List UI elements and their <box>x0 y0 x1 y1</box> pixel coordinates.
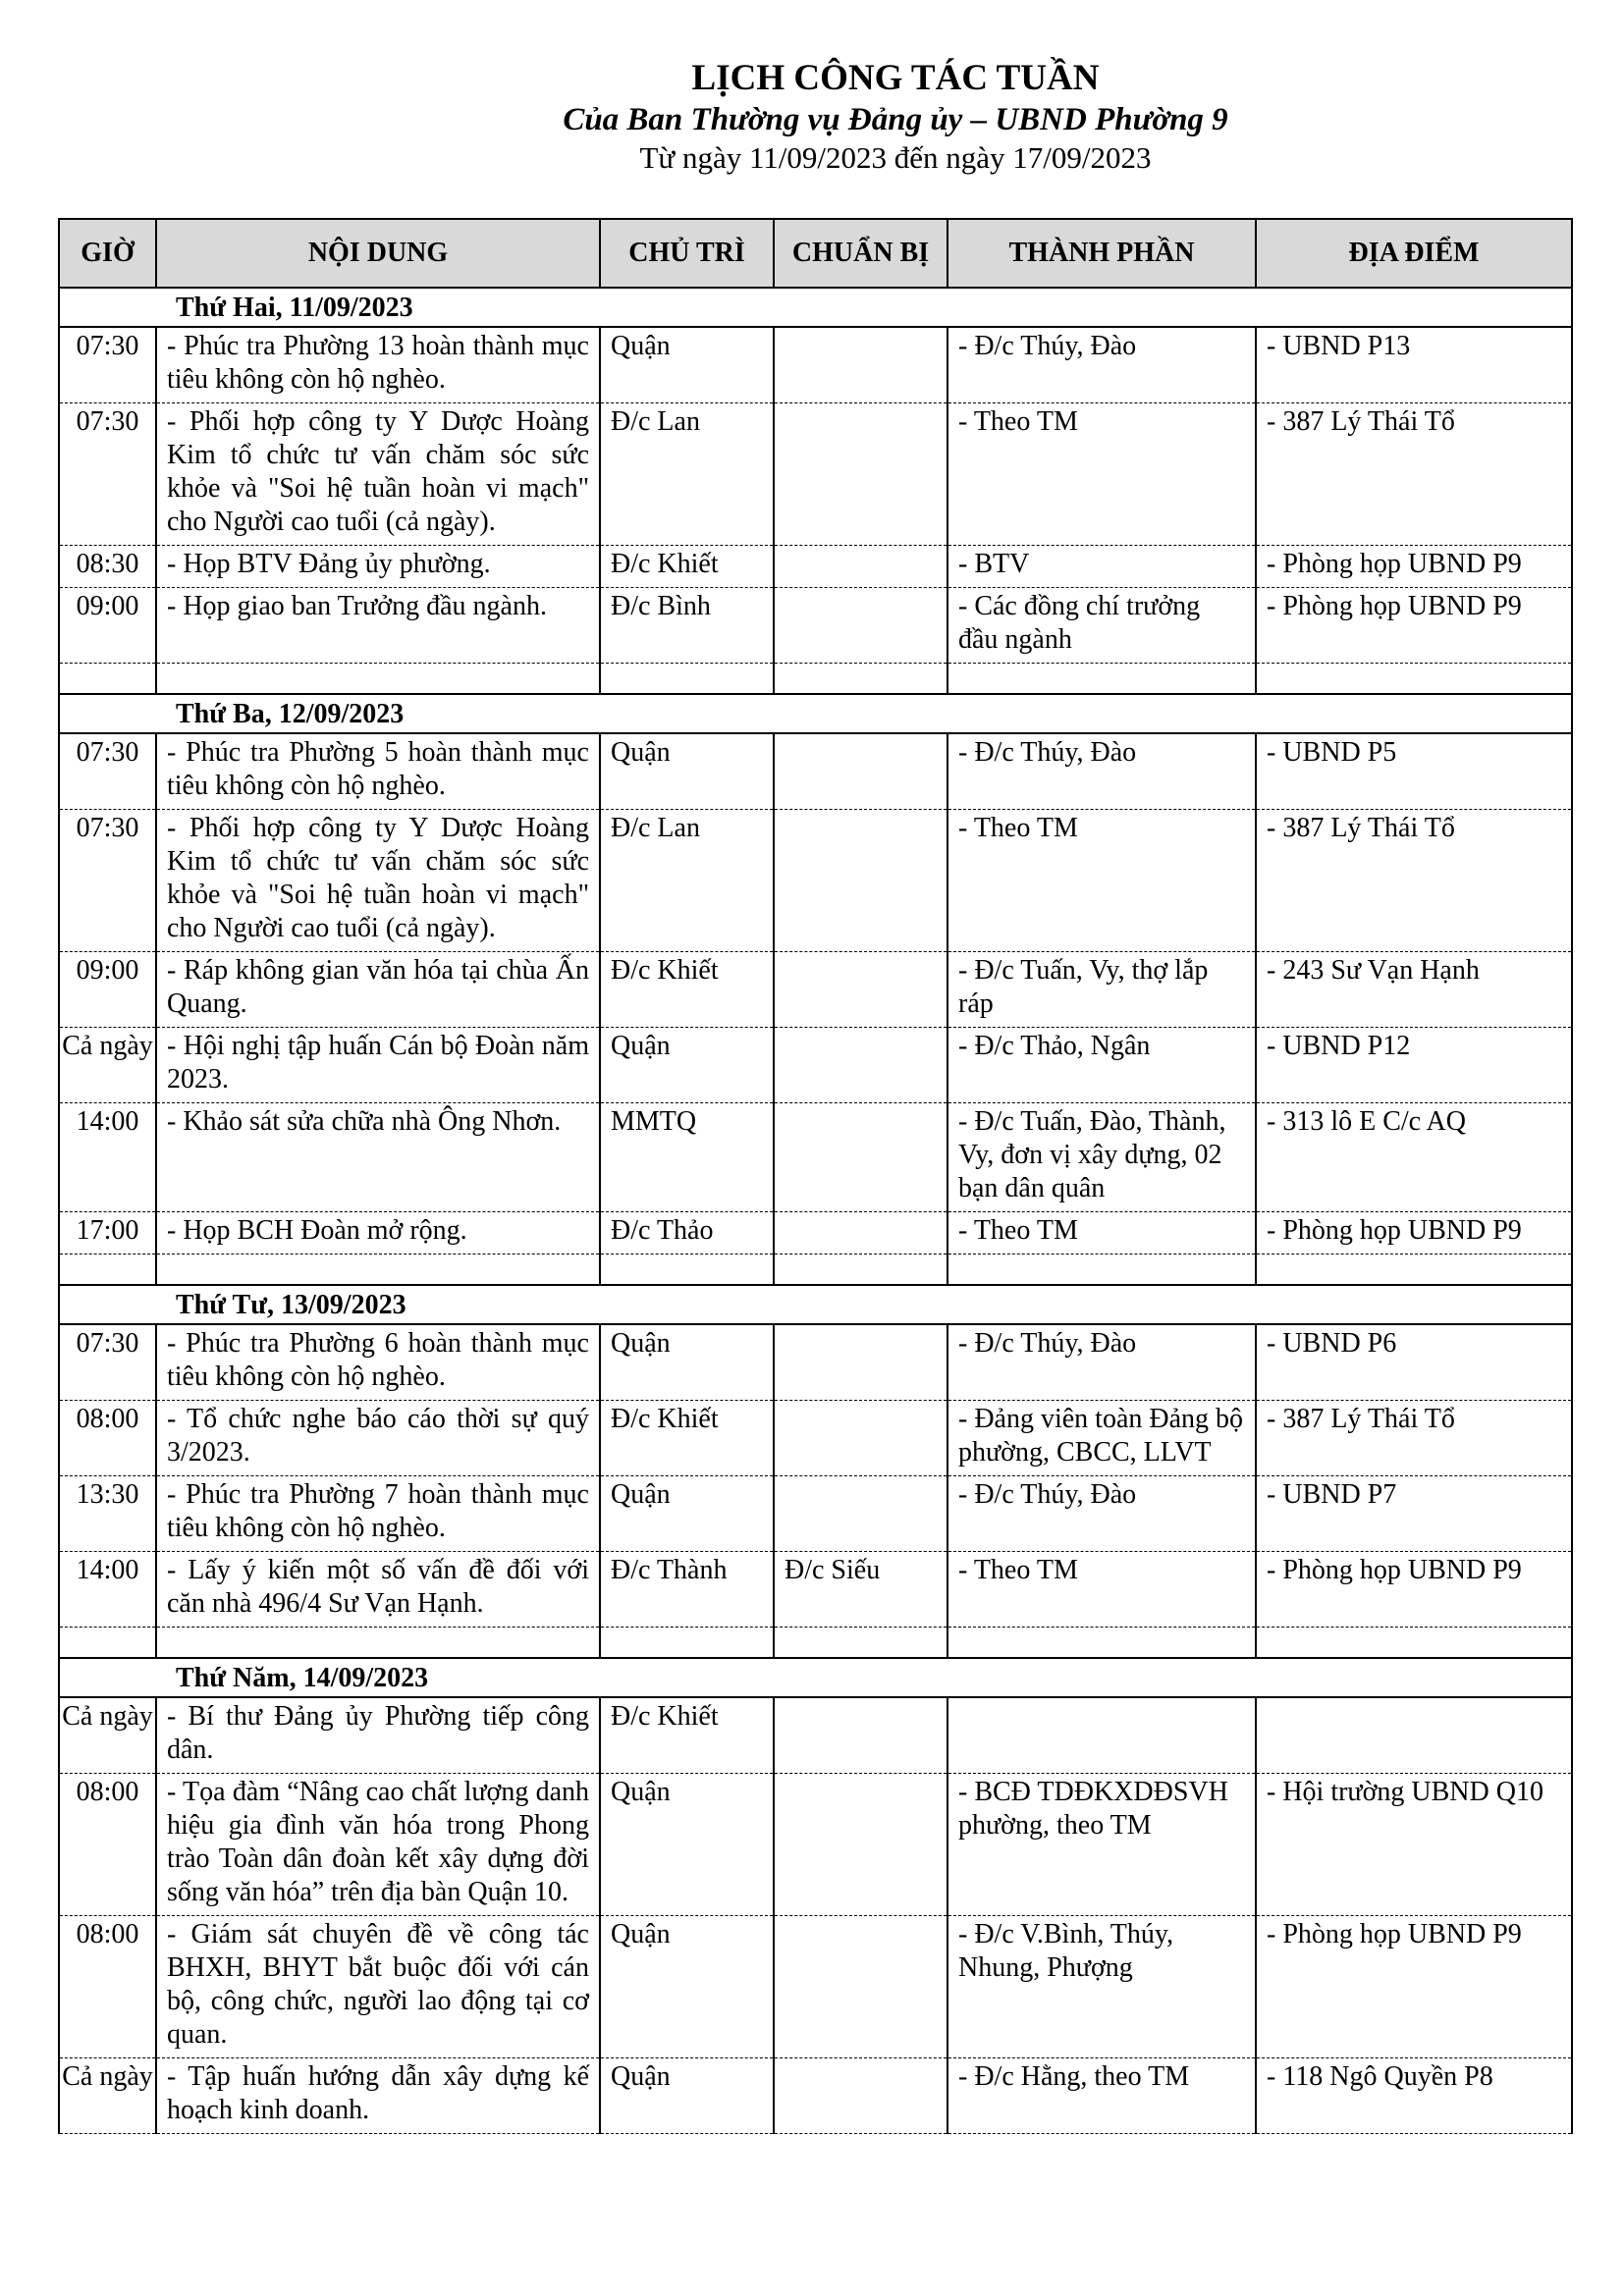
row-content: - Phối hợp công ty Y Dược Hoàng Kim tổ chức tư vấn chăm sóc sức khỏe và "Soi hệ tuần hoàn vi mạch" cho Người cao tuổi (cả ngày). <box>156 403 600 546</box>
day-label: Thứ Ba, 12/09/2023 <box>59 694 1572 733</box>
row-time: 08:00 <box>59 1401 156 1476</box>
row-chair: Quận <box>600 327 774 403</box>
row-content: - Giám sát chuyên đề về công tác BHXH, BHYT bắt buộc đối với cán bộ, công chức, người lao động tại cơ quan. <box>156 1916 600 2058</box>
row-time: 13:30 <box>59 1476 156 1552</box>
row-time: 07:30 <box>59 1324 156 1401</box>
row-prep <box>774 1103 947 1212</box>
row-chair: Quận <box>600 1916 774 2058</box>
row-prep <box>774 1324 947 1401</box>
row-place <box>1256 1697 1572 1774</box>
row-place: - UBND P5 <box>1256 733 1572 810</box>
row-place: - Phòng họp UBND P9 <box>1256 1916 1572 2058</box>
row-place: - 387 Lý Thái Tổ <box>1256 1401 1572 1476</box>
row-members: - Theo TM <box>947 810 1256 952</box>
row-content: - Khảo sát sửa chữa nhà Ông Nhơn. <box>156 1103 600 1212</box>
document-header <box>0 57 1624 177</box>
row-members: - Đ/c Hằng, theo TM <box>947 2058 1256 2134</box>
row-time: 08:00 <box>59 1774 156 1916</box>
table-row <box>59 327 1572 403</box>
row-members: - Đ/c Thúy, Đào <box>947 733 1256 810</box>
row-place: - 243 Sư Vạn Hạnh <box>1256 952 1572 1028</box>
row-members: - Theo TM <box>947 1552 1256 1628</box>
row-members <box>947 1697 1256 1774</box>
row-prep: Đ/c Siếu <box>774 1552 947 1628</box>
row-place: - 313 lô E C/c AQ <box>1256 1103 1572 1212</box>
col-header-prep: CHUẨN BỊ <box>774 219 947 288</box>
row-time: Cả ngày <box>59 1697 156 1774</box>
table-row <box>59 1476 1572 1552</box>
row-prep <box>774 810 947 952</box>
row-content: - Lấy ý kiến một số vấn đề đối với căn nhà 496/4 Sư Vạn Hạnh. <box>156 1552 600 1628</box>
row-content: - Họp giao ban Trưởng đầu ngành. <box>156 588 600 664</box>
row-time: 07:30 <box>59 810 156 952</box>
spacer-cell <box>59 664 156 695</box>
spacer-cell <box>1256 664 1572 695</box>
row-chair: Quận <box>600 1774 774 1916</box>
row-content: - Phối hợp công ty Y Dược Hoàng Kim tổ chức tư vấn chăm sóc sức khỏe và "Soi hệ tuần hoàn vi mạch" cho Người cao tuổi (cả ngày). <box>156 810 600 952</box>
row-members: - Đ/c Thúy, Đào <box>947 327 1256 403</box>
row-members: - Đ/c V.Bình, Thúy, Nhung, Phượng <box>947 1916 1256 2058</box>
row-members: - BTV <box>947 546 1256 588</box>
spacer-cell <box>156 1255 600 1286</box>
spacer-row <box>59 1255 1572 1286</box>
row-place: - UBND P12 <box>1256 1028 1572 1103</box>
col-header-chair: CHỦ TRÌ <box>600 219 774 288</box>
table-row <box>59 1401 1572 1476</box>
col-header-time: GIỜ <box>59 219 156 288</box>
row-place: - Phòng họp UBND P9 <box>1256 1212 1572 1255</box>
schedule-table <box>58 218 1573 2134</box>
table-row <box>59 810 1572 952</box>
row-place: - 118 Ngô Quyền P8 <box>1256 2058 1572 2134</box>
row-time: 09:00 <box>59 588 156 664</box>
row-content: - Họp BCH Đoàn mở rộng. <box>156 1212 600 1255</box>
spacer-cell <box>600 1628 774 1659</box>
row-content: - Tập huấn hướng dẫn xây dựng kế hoạch kinh doanh. <box>156 2058 600 2134</box>
table-row <box>59 1212 1572 1255</box>
document-subtitle: Của Ban Thường vụ Đảng ủy – UBND Phường 9 <box>563 102 1228 137</box>
spacer-cell <box>774 1628 947 1659</box>
row-prep <box>774 1774 947 1916</box>
row-place: - UBND P13 <box>1256 327 1572 403</box>
day-header-row <box>59 288 1572 327</box>
row-prep <box>774 733 947 810</box>
row-time: 08:30 <box>59 546 156 588</box>
spacer-cell <box>600 664 774 695</box>
row-place: - UBND P6 <box>1256 1324 1572 1401</box>
table-row <box>59 588 1572 664</box>
row-members: - BCĐ TDĐKXDĐSVH phường, theo TM <box>947 1774 1256 1916</box>
row-time: 07:30 <box>59 327 156 403</box>
row-chair: Đ/c Thành <box>600 1552 774 1628</box>
day-header-row <box>59 1285 1572 1324</box>
row-chair: Quận <box>600 2058 774 2134</box>
row-place: - Phòng họp UBND P9 <box>1256 546 1572 588</box>
col-header-content: NỘI DUNG <box>156 219 600 288</box>
row-chair: Quận <box>600 1324 774 1401</box>
spacer-row <box>59 664 1572 695</box>
row-place: - Phòng họp UBND P9 <box>1256 1552 1572 1628</box>
spacer-cell <box>1256 1628 1572 1659</box>
table-row <box>59 1324 1572 1401</box>
row-chair: Quận <box>600 1476 774 1552</box>
row-time: Cả ngày <box>59 1028 156 1103</box>
row-time: 07:30 <box>59 403 156 546</box>
row-content: - Họp BTV Đảng ủy phường. <box>156 546 600 588</box>
row-members: - Đ/c Tuấn, Vy, thợ lắp ráp <box>947 952 1256 1028</box>
spacer-cell <box>1256 1255 1572 1286</box>
row-chair: Đ/c Khiết <box>600 546 774 588</box>
spacer-cell <box>156 1628 600 1659</box>
row-prep <box>774 2058 947 2134</box>
day-label: Thứ Tư, 13/09/2023 <box>59 1285 1572 1324</box>
row-members: - Đ/c Thúy, Đào <box>947 1324 1256 1401</box>
table-row <box>59 546 1572 588</box>
row-members: - Đ/c Thúy, Đào <box>947 1476 1256 1552</box>
row-content: - Ráp không gian văn hóa tại chùa Ấn Quang. <box>156 952 600 1028</box>
row-prep <box>774 546 947 588</box>
row-content: - Tọa đàm “Nâng cao chất lượng danh hiệu gia đình văn hóa trong Phong trào Toàn dân đoàn kết xây dựng đời sống văn hóa” trên địa bàn Quận 10. <box>156 1774 600 1916</box>
row-time: 14:00 <box>59 1552 156 1628</box>
day-label: Thứ Hai, 11/09/2023 <box>59 288 1572 327</box>
day-header-row <box>59 694 1572 733</box>
row-prep <box>774 1476 947 1552</box>
row-chair: Đ/c Khiết <box>600 1697 774 1774</box>
row-time: 09:00 <box>59 952 156 1028</box>
row-place: - 387 Lý Thái Tổ <box>1256 810 1572 952</box>
row-prep <box>774 1697 947 1774</box>
row-members: - Đảng viên toàn Đảng bộ phường, CBCC, LLVT <box>947 1401 1256 1476</box>
table-row <box>59 1028 1572 1103</box>
spacer-cell <box>600 1255 774 1286</box>
row-prep <box>774 403 947 546</box>
row-content: - Phúc tra Phường 13 hoàn thành mục tiêu không còn hộ nghèo. <box>156 327 600 403</box>
row-content: - Phúc tra Phường 5 hoàn thành mục tiêu không còn hộ nghèo. <box>156 733 600 810</box>
row-place: - UBND P7 <box>1256 1476 1572 1552</box>
col-header-place: ĐỊA ĐIỂM <box>1256 219 1572 288</box>
row-prep <box>774 1401 947 1476</box>
date-range: Từ ngày 11/09/2023 đến ngày 17/09/2023 <box>639 140 1152 175</box>
spacer-cell <box>156 664 600 695</box>
row-time: 07:30 <box>59 733 156 810</box>
row-chair: Đ/c Lan <box>600 810 774 952</box>
row-prep <box>774 1028 947 1103</box>
table-row <box>59 1552 1572 1628</box>
day-header-row <box>59 1658 1572 1697</box>
row-place: - Phòng họp UBND P9 <box>1256 588 1572 664</box>
row-chair: Quận <box>600 1028 774 1103</box>
table-row <box>59 952 1572 1028</box>
table-row <box>59 1103 1572 1212</box>
row-place: - Hội trường UBND Q10 <box>1256 1774 1572 1916</box>
spacer-cell <box>774 664 947 695</box>
table-row <box>59 1916 1572 2058</box>
header-row <box>59 219 1572 288</box>
table-row <box>59 403 1572 546</box>
row-time: 14:00 <box>59 1103 156 1212</box>
row-content: - Bí thư Đảng ủy Phường tiếp công dân. <box>156 1697 600 1774</box>
row-chair: Đ/c Lan <box>600 403 774 546</box>
spacer-cell <box>59 1628 156 1659</box>
table-row <box>59 1697 1572 1774</box>
row-members: - Các đồng chí trưởng đầu ngành <box>947 588 1256 664</box>
document-title: LỊCH CÔNG TÁC TUẦN <box>691 58 1100 98</box>
row-prep <box>774 952 947 1028</box>
spacer-cell <box>774 1255 947 1286</box>
row-content: - Phúc tra Phường 7 hoàn thành mục tiêu không còn hộ nghèo. <box>156 1476 600 1552</box>
col-header-members: THÀNH PHẦN <box>947 219 1256 288</box>
row-chair: Đ/c Khiết <box>600 952 774 1028</box>
row-place: - 387 Lý Thái Tổ <box>1256 403 1572 546</box>
day-label: Thứ Năm, 14/09/2023 <box>59 1658 1572 1697</box>
row-prep <box>774 327 947 403</box>
row-content: - Tổ chức nghe báo cáo thời sự quý 3/2023. <box>156 1401 600 1476</box>
row-members: - Đ/c Tuấn, Đào, Thành, Vy, đơn vị xây dựng, 02 bạn dân quân <box>947 1103 1256 1212</box>
table-row <box>59 2058 1572 2134</box>
schedule-body <box>59 288 1572 2134</box>
row-time: 17:00 <box>59 1212 156 1255</box>
spacer-cell <box>947 664 1256 695</box>
spacer-cell <box>59 1255 156 1286</box>
row-chair: Đ/c Bình <box>600 588 774 664</box>
row-content: - Hội nghị tập huấn Cán bộ Đoàn năm 2023. <box>156 1028 600 1103</box>
row-content: - Phúc tra Phường 6 hoàn thành mục tiêu không còn hộ nghèo. <box>156 1324 600 1401</box>
row-prep <box>774 1212 947 1255</box>
row-prep <box>774 588 947 664</box>
spacer-cell <box>947 1255 1256 1286</box>
row-members: - Đ/c Thảo, Ngân <box>947 1028 1256 1103</box>
row-prep <box>774 1916 947 2058</box>
table-row <box>59 1774 1572 1916</box>
row-time: Cả ngày <box>59 2058 156 2134</box>
spacer-row <box>59 1628 1572 1659</box>
spacer-cell <box>947 1628 1256 1659</box>
row-chair: Đ/c Khiết <box>600 1401 774 1476</box>
row-members: - Theo TM <box>947 403 1256 546</box>
row-members: - Theo TM <box>947 1212 1256 1255</box>
row-time: 08:00 <box>59 1916 156 2058</box>
row-chair: Đ/c Thảo <box>600 1212 774 1255</box>
row-chair: Quận <box>600 733 774 810</box>
table-row <box>59 733 1572 810</box>
row-chair: MMTQ <box>600 1103 774 1212</box>
